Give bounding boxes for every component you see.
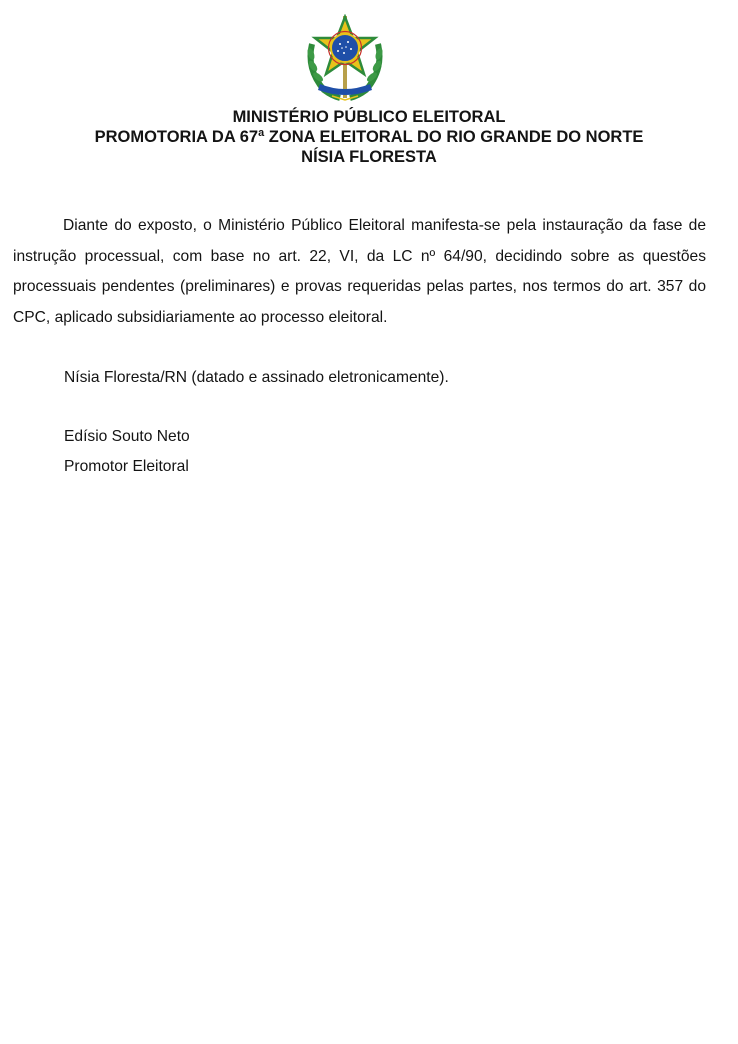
body-paragraph: Diante do exposto, o Ministério Público Eleitoral manifesta-se pela instauração da fase de instrução processual, com base no art. 22, VI, da LC nº 64/90, decidindo sobre as questões processuais pendentes (preliminares) e provas requeridas pelas partes, nos termos do art. 357 do CPC, aplicado subsidiariamente ao processo eleitoral. [13,217,706,326]
header-institution: MINISTÉRIO PÚBLICO ELEITORAL [232,108,506,126]
brazil-coat-of-arms-icon [302,14,388,102]
signer-role: Promotor Eleitoral [64,458,189,475]
header-promotoria: PROMOTORIA DA 67ª ZONA ELEITORAL DO RIO GRANDE DO NORTE [94,128,644,146]
header-city: NÍSIA FLORESTA [301,148,437,166]
signer-name: Edísio Souto Neto [64,428,190,445]
document-header [0,107,738,167]
place-date-line: Nísia Floresta/RN (datado e assinado eletronicamente). [64,369,449,386]
